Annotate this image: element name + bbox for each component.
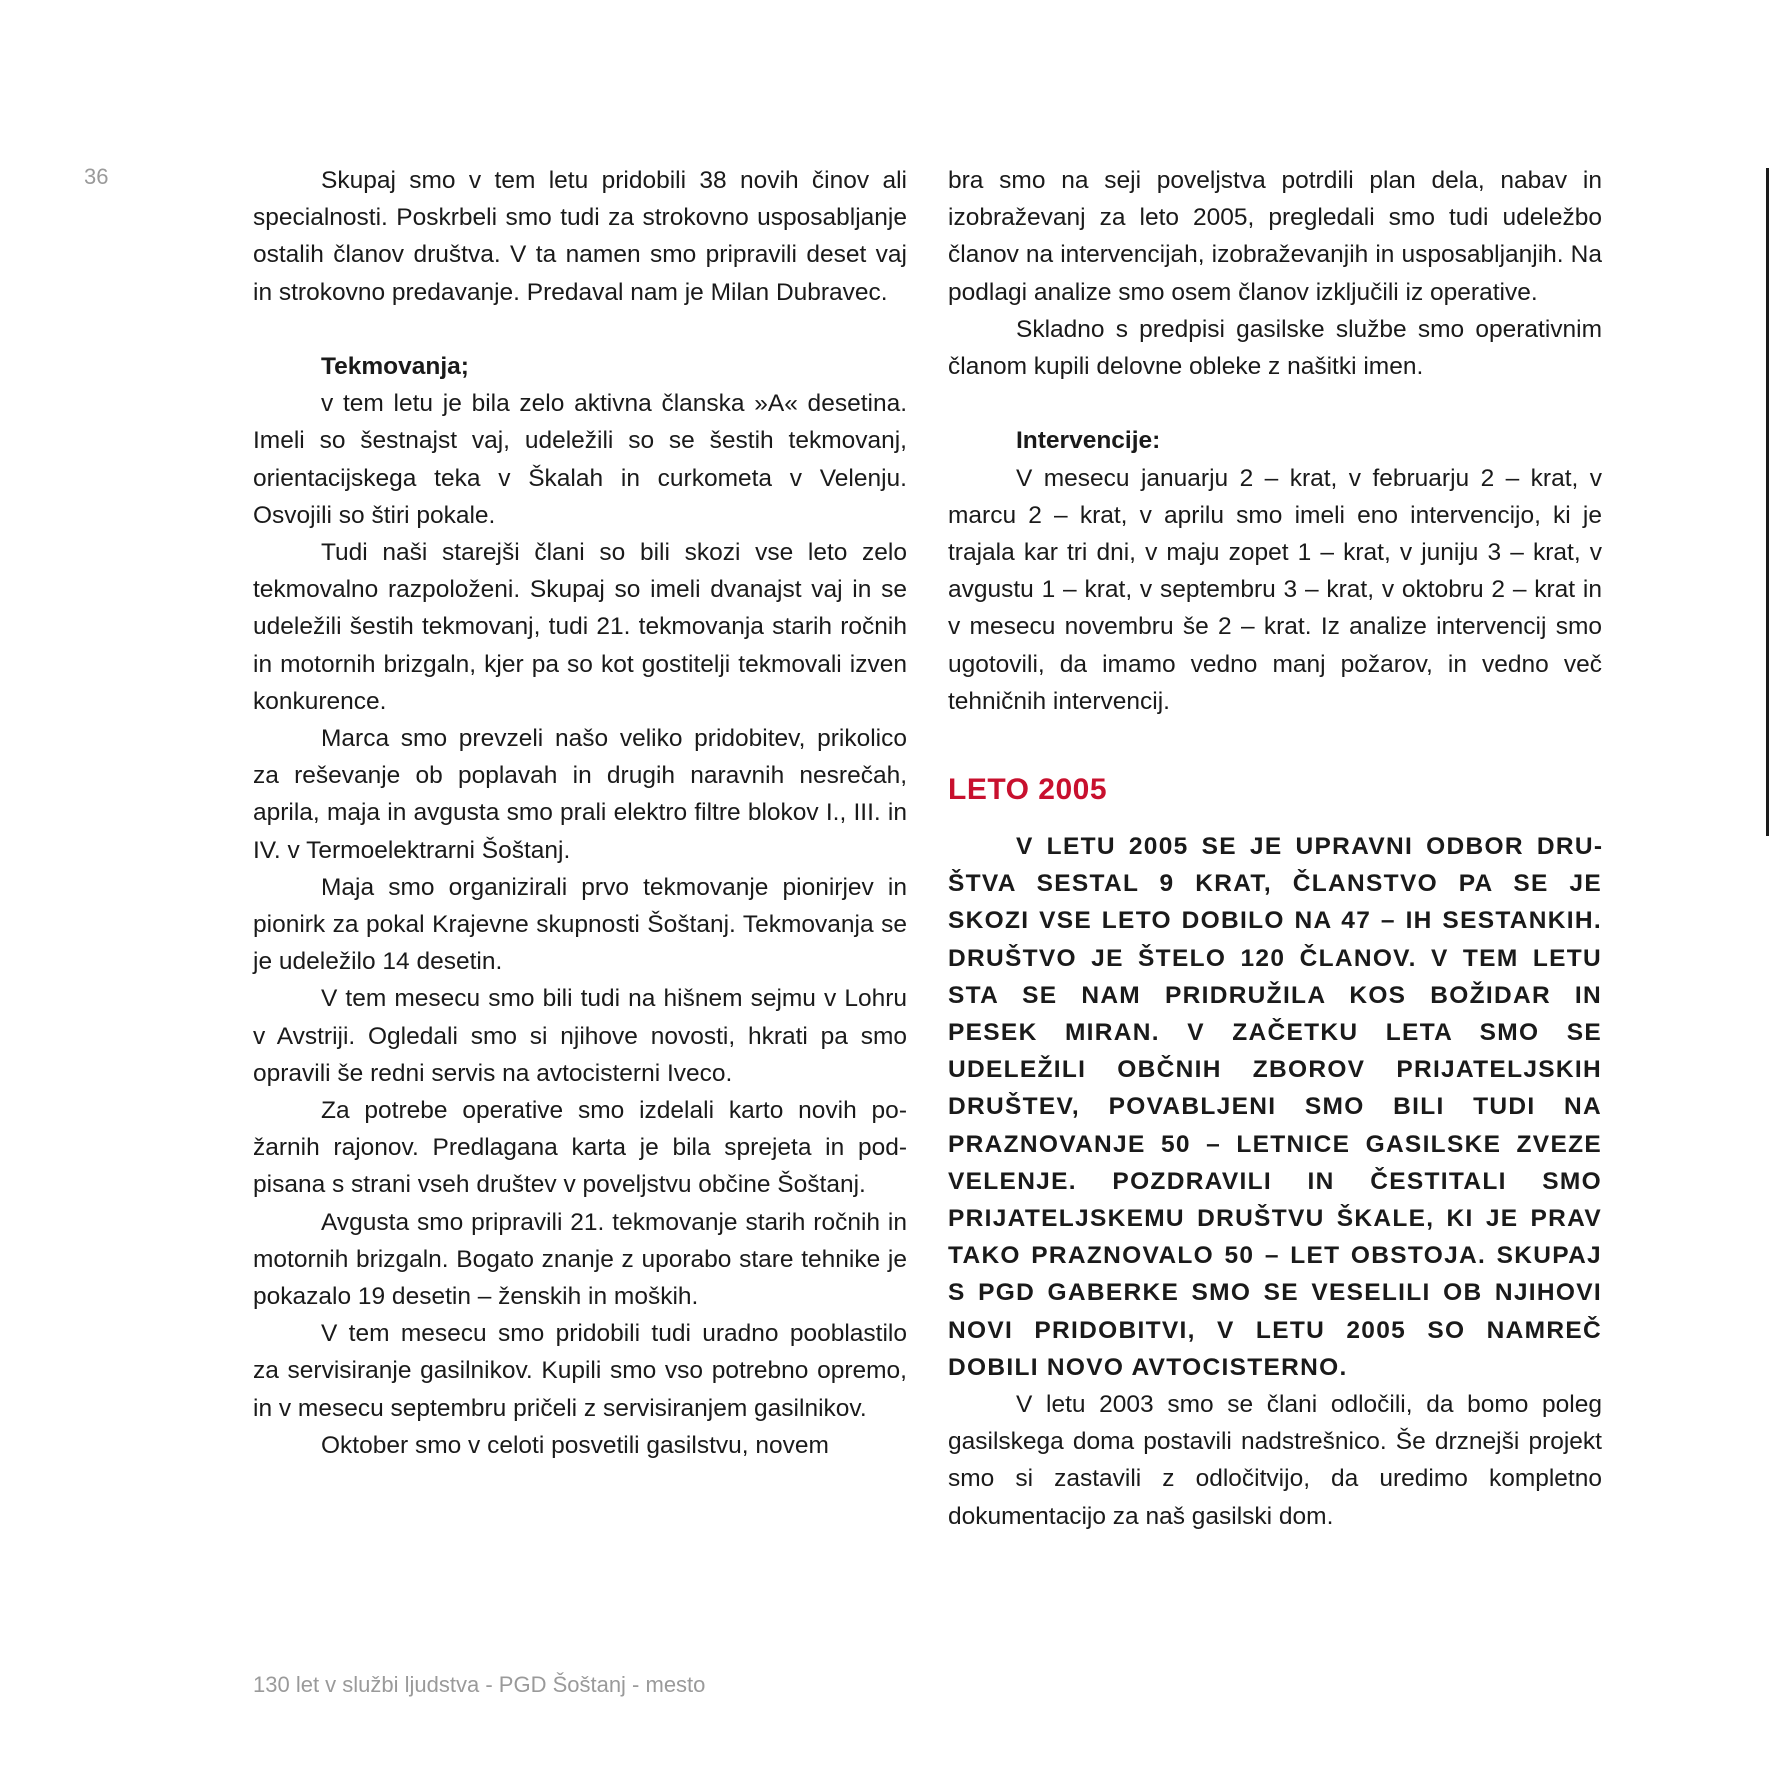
paragraph: bra smo na seji poveljstva potrdili plan dela, nabav in izobraževanj za leto 2005, pregledali smo tudi udeležbo članov na intervencijah, izobraževanjih in usposabljanjih. Na podlagi analize smo osem članov izključili iz operative. bbox=[948, 167, 1602, 306]
right-column bbox=[948, 162, 1602, 1535]
paragraph: Skladno s predpisi gasilske službe smo operativnim članom kupili delovne obleke z našitki imen. bbox=[948, 315, 1602, 381]
spacer bbox=[948, 720, 1602, 770]
paragraph: v tem letu je bila zelo aktivna članska »A« desetina. Imeli so šestnajst vaj, udeležili so se šestih tekmovanj, orientacijskega teka v Škalah in curkometa v Velenju. Osvojili so štiri pokale. bbox=[253, 390, 907, 529]
paragraph: Tudi naši starejši člani so bili skozi vse leto zelo tekmovalno razpoloženi. Skupaj so imeli dvanajst vaj in se udeležili šestih tekmovanj, tudi 21. tekmovanja starih ročnih in motornih brizgaln, kjer pa so kot gostitelji tekmovali izven konkurence. bbox=[253, 539, 907, 715]
spacer bbox=[948, 385, 1602, 422]
paragraph: V tem mesecu smo bili tudi na hišnem sejmu v Lohru v Avstriji. Ogledali smo si njihove novosti, hkrati pa smo opravili še redni servis na avtocisterni Iveco. bbox=[253, 985, 907, 1087]
paragraph: Oktober smo v celoti posvetili gasilstvu, novem bbox=[321, 1431, 829, 1459]
spacer bbox=[253, 311, 907, 348]
edge-rule bbox=[1766, 168, 1769, 836]
paragraph: Za potrebe operative smo izdelali karto novih požarnih rajonov. Predlagana karta je bila sprejeta in podpisana s strani vseh društev v poveljstvu občine Šoštanj. bbox=[253, 1097, 907, 1199]
paragraph: Avgusta smo pripravili 21. tekmovanje starih ročnih in motornih brizgaln. Bogato znanje z uporabo stare tehnike je pokazalo 19 desetin – ženskih in moških. bbox=[253, 1208, 907, 1311]
paragraph: Marca smo prevzeli našo veliko pridobitev, prikolico za reševanje ob poplavah in drugih naravnih nesrečah, aprila, maja in avgusta smo prali elektro filtre blokov I., III. in IV. v Termoelektrarni Šoštanj. bbox=[253, 725, 907, 864]
heading-interventions: Intervencije: bbox=[1016, 427, 1161, 455]
paragraph-caps: V LETU 2005 SE JE UPRAVNI ODBOR DRUŠTVA SESTAL 9 KRAT, ČLANSTVO PA SE JE SKOZI VSE LETO DOBILO NA 47 – IH SESTANKIH. DRUŠTVO JE ŠTELO 120 ČLANOV. V TEM LETU STA SE NAM PRIDRUŽILA KOS BOŽIDAR IN PESEK MIRAN. V ZAČETKU LETA SMO SE UDELEŽILI OBČNIH ZBOROV PRIJATELJSKIH DRUŠTEV, POVABLJENI SMO BILI TUDI NA PRAZNOVANJE 50 – LETNICE GASILSKE ZVEZE VELENJE. POZDRAVILI IN ČESTITALI SMO PRIJATELJSKEMU DRUŠTVU ŠKALE, KI JE PRAV TAKO PRAZNOVALO 50 – LET OBSTOJA. SKUPAJ S PGD GABERKE SMO SE VESELILI OB NJIHOVI NOVI PRIDOBITVI, V LETU 2005 SO NAMREČ DOBILI NOVO AVTOCISTERNO. bbox=[948, 833, 1602, 1381]
paragraph: V tem mesecu smo pridobili tudi uradno pooblastilo za servisiranje gasilnikov. Kupili smo vso potrebno opremo, in v mesecu septembru pričeli z servisiranjem gasilnikov. bbox=[253, 1320, 907, 1422]
paragraph: Maja smo organizirali prvo tekmovanje pionirjev in pionirk za pokal Krajevne skupnosti Šoštanj. Tekmovanja se je udeležilo 14 desetin. bbox=[253, 873, 907, 976]
page-number: 36 bbox=[84, 164, 109, 189]
footer: 130 let v službi ljudstva - PGD Šoštanj - mesto bbox=[253, 1672, 706, 1697]
paragraph: Skupaj smo v tem letu pridobili 38 novih činov ali specialnosti. Poskrbeli smo tudi za strokovno usposabljanje ostalih članov društva. V ta namen smo pripravili deset vaj in strokovno predavanje. Predaval nam je Milan Dubravec. bbox=[253, 167, 907, 306]
heading-competitions: Tekmovanja; bbox=[321, 353, 469, 380]
left-column bbox=[253, 162, 907, 1464]
section-title: LETO 2005 bbox=[948, 773, 1108, 807]
paragraph: V mesecu januarju 2 – krat, v februarju 2 – krat, v marcu 2 – krat, v aprilu smo imeli eno intervencijo, ki je trajala kar tri dni, v maju zopet 1 – krat, v juniju 3 – krat, v avgustu 1 – krat, v septembru 3 – krat, v oktobru 2 – krat in v mesecu novembru še 2 – krat. Iz analize intervencij smo ugotovili, da imamo vedno manj požarov, in vedno več tehničnih intervencij. bbox=[948, 464, 1602, 715]
paragraph: V letu 2003 smo se člani odločili, da bomo poleg gasilskega doma postavili nadstrešnico. Še drznejši projekt smo si zastavili z odločitvijo, da uredimo kompletno dokumentacijo za naš gasilski dom. bbox=[948, 1391, 1602, 1530]
